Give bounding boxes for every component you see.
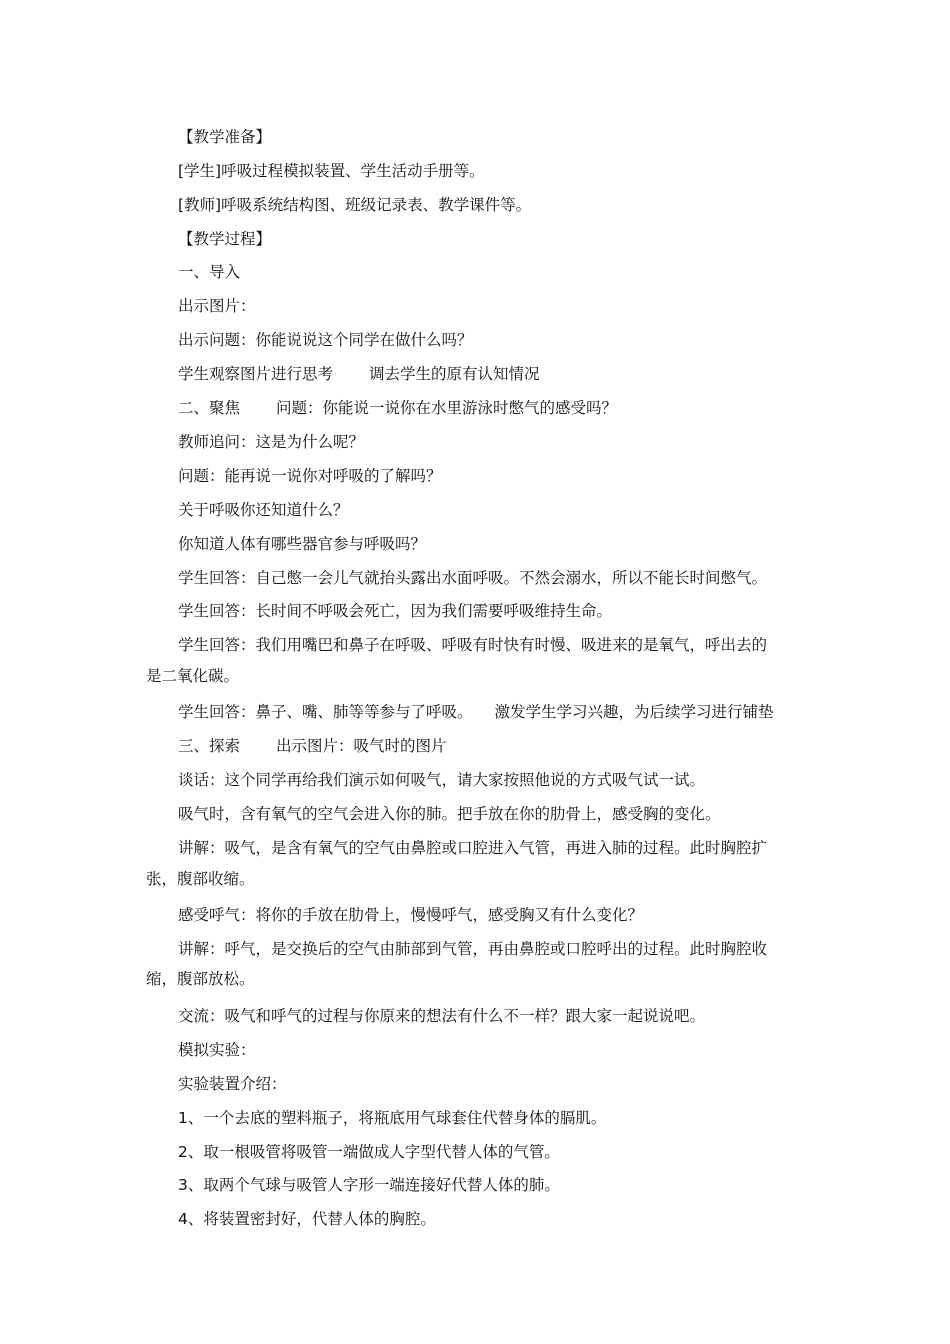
paragraph <box>178 398 617 418</box>
paragraph-note: 激发学生学习兴趣，为后续学习进行铺垫 <box>494 703 774 721</box>
paragraph: 你知道人体有哪些器官参与呼吸吗？ <box>178 535 427 553</box>
paragraph-text: 学生观察图片进行思考 <box>178 365 334 383</box>
paragraph-continuation: 张，腹部收缩。 <box>146 870 255 888</box>
paragraph: 关于呼吸你还知道什么？ <box>178 501 349 519</box>
paragraph-text: 出示图片：吸气时的图片 <box>276 737 447 755</box>
paragraph: 交流：吸气和呼气的过程与你原来的想法有什么不一样？跟大家一起说说吧。 <box>178 1007 706 1025</box>
paragraph: 出示问题：你能说说这个同学在做什么吗？ <box>178 331 473 349</box>
paragraph: 问题：能再说一说你对呼吸的了解吗？ <box>178 467 442 485</box>
paragraph: 学生回答：自己憋一会儿气就抬头露出水面呼吸。不然会溺水，所以不能长时间憋气。 <box>178 569 768 587</box>
paragraph <box>178 702 774 722</box>
list-item: 2、取一根吸管将吸管一端做成人字型代替人体的气管。 <box>178 1143 560 1161</box>
paragraph: 谈话：这个同学再给我们演示如何吸气，请大家按照他说的方式吸气试一试。 <box>178 771 706 789</box>
paragraph: [教师]呼吸系统结构图、班级记录表、教学课件等。 <box>178 196 532 214</box>
paragraph: 吸气时，含有氧气的空气会进入你的肺。把手放在你的肋骨上，感受胸的变化。 <box>178 805 721 823</box>
paragraph-note: 调去学生的原有认知情况 <box>369 365 540 383</box>
paragraph <box>178 364 540 384</box>
paragraph-text: 学生回答：鼻子、嘴、肺等等参与了呼吸。 <box>178 703 473 721</box>
paragraph: [学生]呼吸过程模拟装置、学生活动手册等。 <box>178 162 485 180</box>
paragraph: 教师追问：这是为什么呢？ <box>178 433 365 451</box>
paragraph: 出示图片： <box>178 297 256 315</box>
paragraph: 学生回答：长时间不呼吸会死亡，因为我们需要呼吸维持生命。 <box>178 602 613 620</box>
section-heading-preparation: 【教学准备】 <box>178 128 272 146</box>
paragraph: 实验装置介绍： <box>178 1075 287 1093</box>
list-item: 3、取两个气球与吸管人字形一端连接好代替人体的肺。 <box>178 1176 560 1194</box>
section-heading-process: 【教学过程】 <box>178 230 272 248</box>
subheading-intro: 一、导入 <box>178 263 241 281</box>
list-item: 1、一个去底的塑料瓶子，将瓶底用气球套住代替身体的膈肌。 <box>178 1109 607 1127</box>
paragraph <box>178 736 447 756</box>
paragraph-continuation: 是二氧化碳。 <box>146 667 240 685</box>
paragraph: 模拟实验： <box>178 1041 256 1059</box>
paragraph: 讲解：吸气，是含有氧气的空气由鼻腔或口腔进入气管，再进入肺的过程。此时胸腔扩 <box>178 839 768 857</box>
paragraph-continuation: 缩，腹部放松。 <box>146 970 255 988</box>
subheading-explore: 三、探索 <box>178 737 241 755</box>
paragraph: 感受呼气：将你的手放在肋骨上，慢慢呼气，感受胸又有什么变化？ <box>178 906 644 924</box>
paragraph: 学生回答：我们用嘴巴和鼻子在呼吸、呼吸有时快有时慢、吸进来的是氧气，呼出去的 <box>178 636 768 654</box>
list-item: 4、将装置密封好，代替人体的胸腔。 <box>178 1210 436 1228</box>
paragraph: 讲解：呼气，是交换后的空气由肺部到气管，再由鼻腔或口腔呼出的过程。此时胸腔收 <box>178 940 768 958</box>
paragraph-text: 问题：你能说一说你在水里游泳时憋气的感受吗？ <box>276 399 618 417</box>
subheading-focus: 二、聚焦 <box>178 399 241 417</box>
